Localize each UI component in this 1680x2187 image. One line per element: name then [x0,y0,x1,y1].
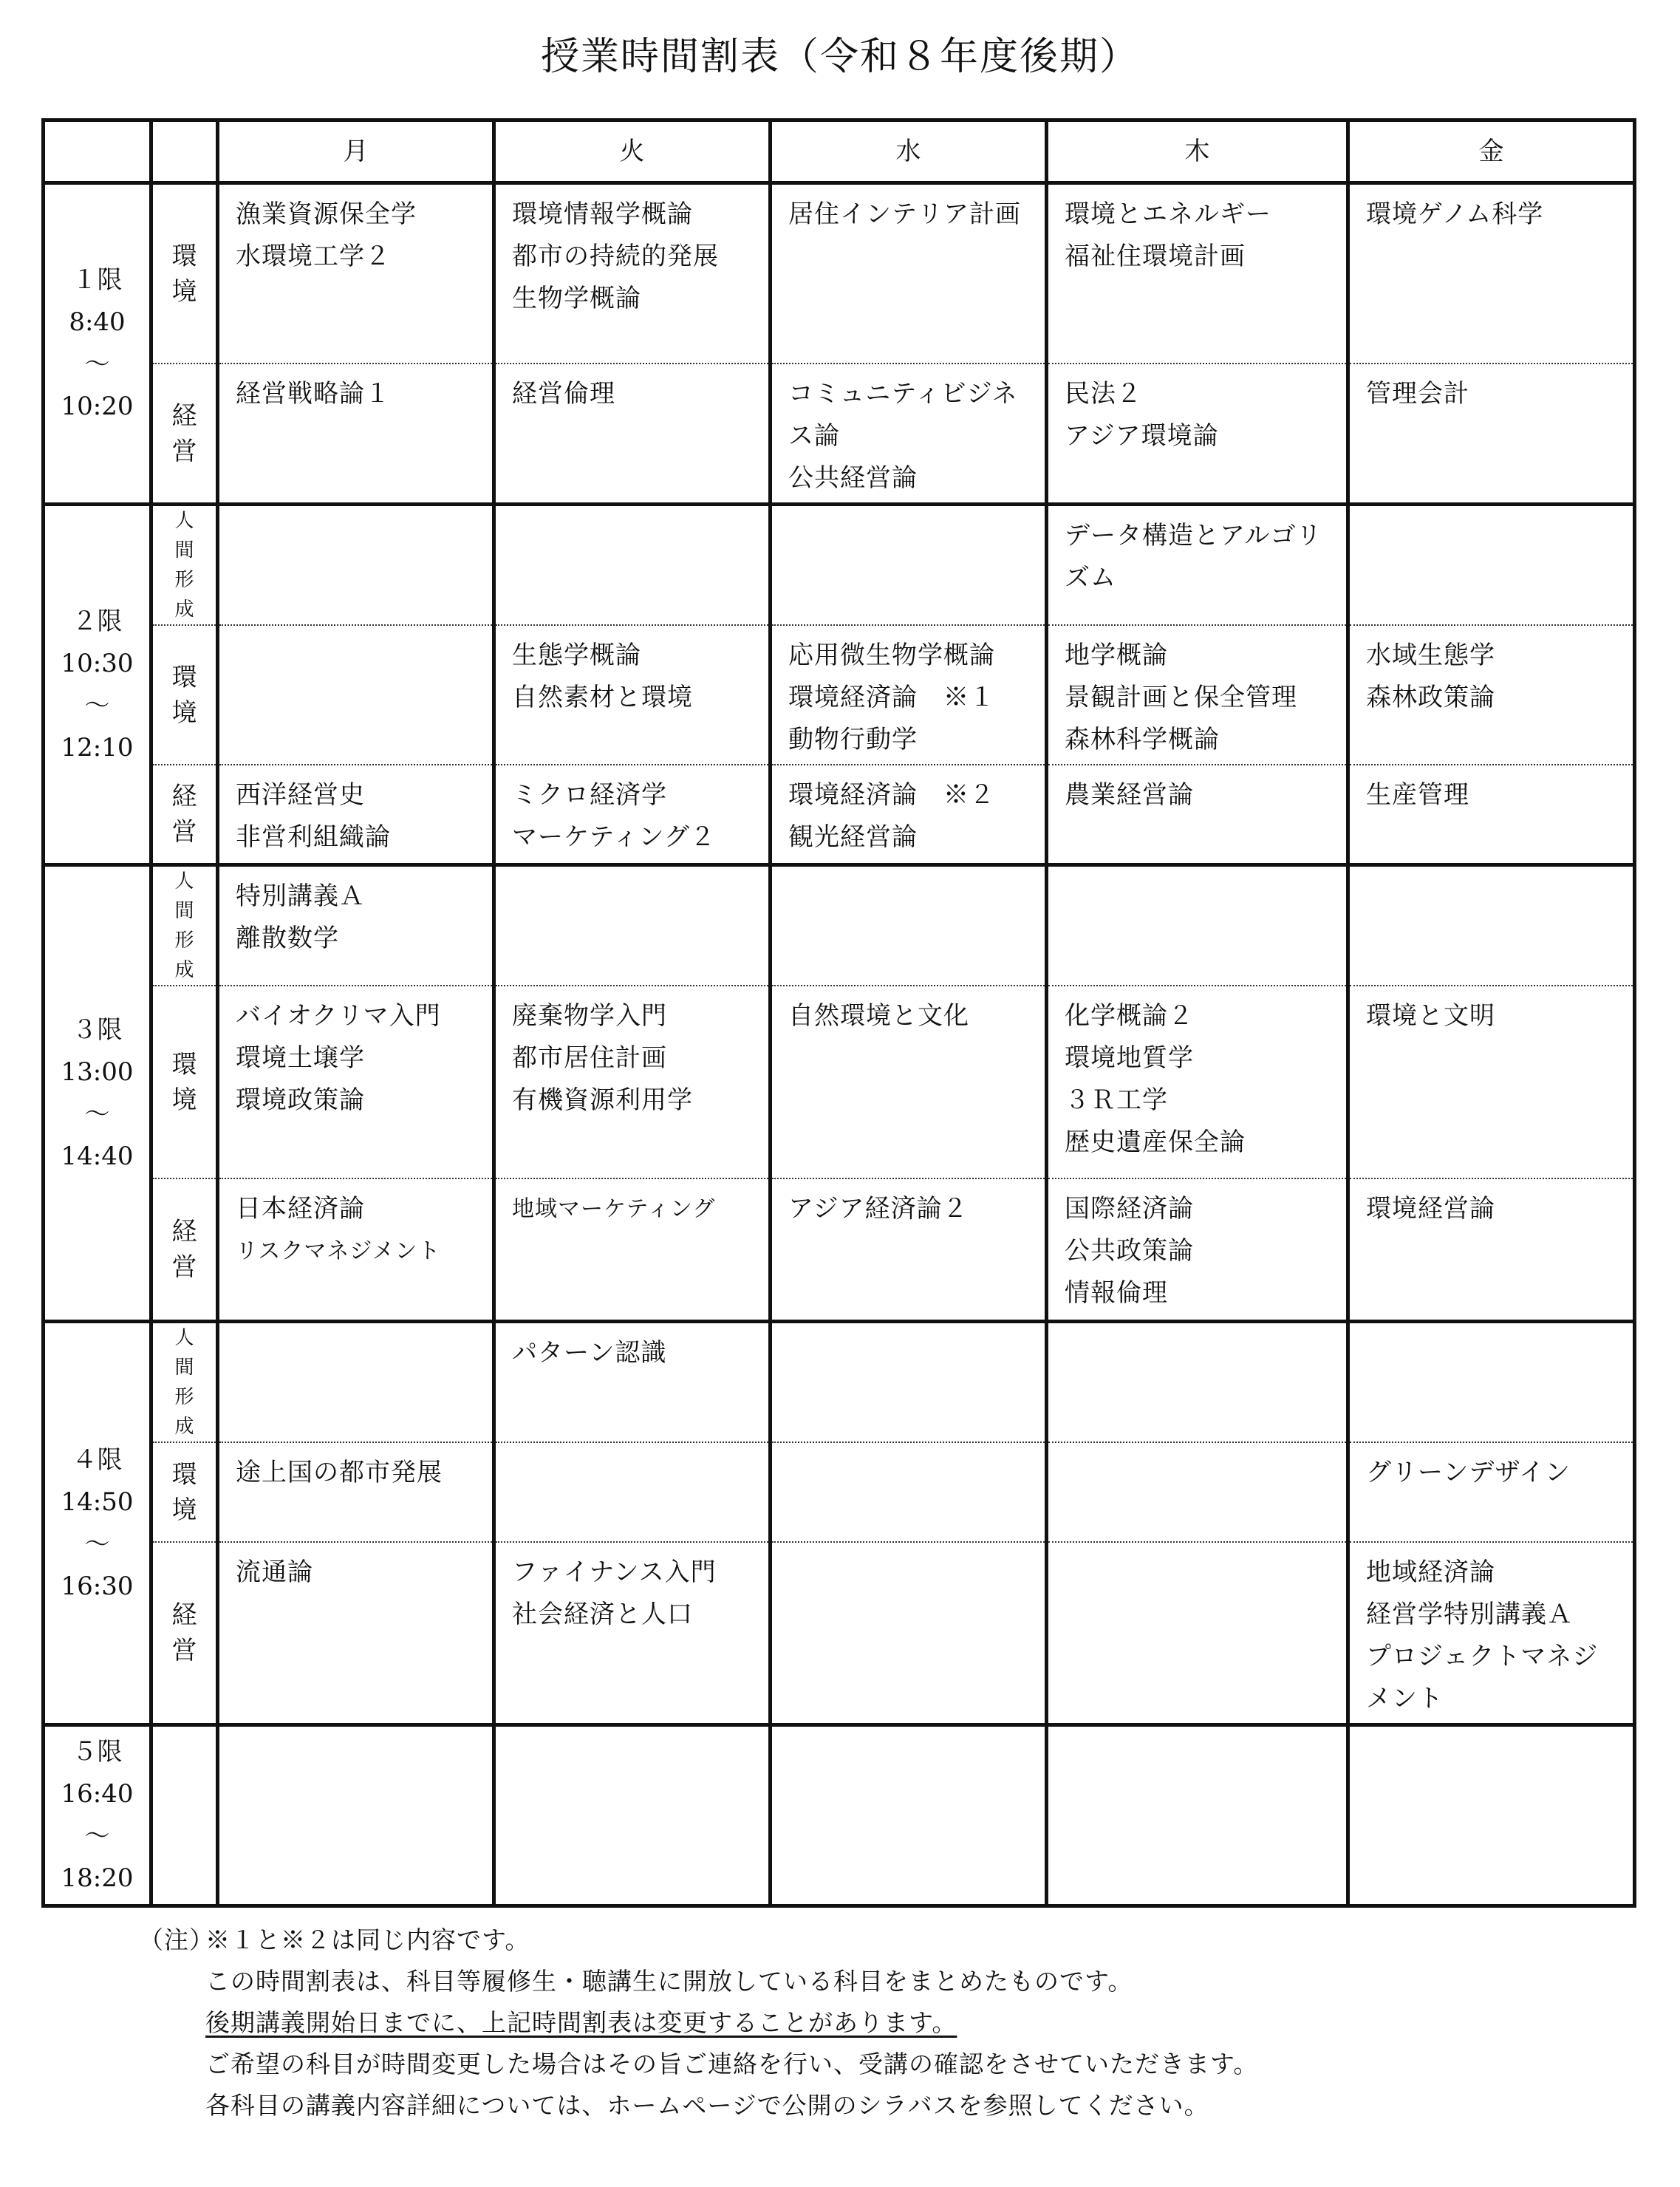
category-char: 境 [171,1085,197,1115]
category-char: 経 [171,782,197,811]
category-char: 営 [171,1252,197,1282]
course-cell-tue [494,1725,771,1906]
period-label-line: 16:40 [61,1779,134,1809]
category-char: 経 [171,1600,197,1630]
note-line: ※１と※２は同じ内容です。 [205,1925,530,1954]
course-name: 自然素材と環境 [512,683,693,712]
timetable-row [44,986,1635,1178]
course-name: 観光経営論 [788,822,918,852]
course-cell-fri [1348,183,1635,364]
category-label-human-development [151,865,218,986]
timetable-header-row [44,120,1635,183]
period-label-line: 8:40 [69,307,126,337]
course-cell-fri [1348,765,1635,865]
course-cell-fri [1348,986,1635,1178]
course-cell-fri [1348,1542,1635,1725]
course-name: 環境土壌学 [236,1043,365,1073]
course-cell-mon [218,1542,494,1725]
period-label-line: ４限 [72,1444,123,1475]
course-name: 水環境工学２ [236,242,391,271]
category-char: 経 [171,400,197,431]
category-char: 環 [171,1459,197,1490]
course-cell-mon [218,865,494,986]
notes [139,1920,1631,2126]
period-label-p1 [44,183,151,505]
category-char: 人 [174,1327,194,1349]
course-cell-tue [494,1178,771,1322]
course-cell-thu [1047,1542,1348,1725]
course-name: 公共経営論 [788,463,918,493]
course-cell-fri [1348,364,1635,505]
course-cell-wed [771,183,1047,364]
course-cell-mon [218,183,494,364]
period-label-line: ～ [84,1099,110,1129]
course-cell-thu [1047,765,1348,865]
course-name: 環境ゲノム科学 [1366,199,1544,229]
timetable [41,118,1636,1908]
category-label-human-development [151,505,218,626]
header-blank-category [151,120,218,183]
course-cell-wed [771,986,1047,1178]
course-cell-fri [1348,1442,1635,1542]
course-name: 社会経済と人口 [512,1600,693,1629]
note-line: ご希望の科目が時間変更した場合はその旨ご連絡を行い、受講の確認をさせていただきます。 [205,2050,1259,2078]
period-label-p3 [44,865,151,1322]
course-name: 漁業資源保全学 [236,199,417,229]
timetable-row [44,1322,1635,1443]
course-cell-thu [1047,1322,1348,1443]
period-label-line: 18:20 [61,1863,134,1893]
course-cell-wed [771,1178,1047,1322]
course-name: プロジェクトマネジメント [1366,1642,1599,1713]
course-cell-fri [1348,865,1635,986]
course-cell-mon [218,986,494,1178]
course-name: 動物行動学 [788,725,918,754]
course-name: 水域生態学 [1366,641,1495,670]
course-name: 環境政策論 [236,1085,365,1115]
category-char: 成 [174,959,194,981]
period-label-line: 14:40 [61,1141,134,1171]
course-cell-mon [218,364,494,505]
timetable-row [44,865,1635,986]
course-cell-mon [218,505,494,626]
category-char: 形 [174,929,194,952]
course-name: 環境と文明 [1366,1001,1495,1031]
course-name: コミュニティビジネス論 [788,379,1018,451]
category-label-environment [151,986,218,1178]
timetable-row [44,1725,1635,1906]
course-name: 生物学概論 [512,284,641,313]
category-char: 境 [171,697,197,728]
course-cell-thu [1047,505,1348,626]
category-char: 環 [171,662,197,692]
course-cell-thu [1047,364,1348,505]
course-name: 公共政策論 [1065,1236,1194,1266]
category-char: 営 [171,817,197,847]
day-header-thu: 木 [1047,120,1348,183]
category-char: 環 [171,1049,197,1079]
course-name: 生産管理 [1366,780,1469,810]
course-cell-mon [218,1725,494,1906]
course-cell-thu [1047,183,1348,364]
period-label-line: 10:30 [61,648,134,678]
course-cell-fri [1348,1178,1635,1322]
course-name: 環境経済論 ※１ [788,683,995,712]
course-cell-wed [771,505,1047,626]
day-header-tue: 火 [494,120,771,183]
course-cell-tue [494,625,771,765]
category-label-management [151,364,218,505]
course-name: 歴史遺産保全論 [1065,1127,1246,1157]
course-name: 情報倫理 [1065,1278,1168,1308]
category-char: 営 [171,436,197,466]
category-char: 間 [174,539,194,562]
course-cell-tue [494,865,771,986]
timetable-row [44,1442,1635,1542]
category-char: 人 [174,870,194,893]
course-name: 応用微生物学概論 [788,641,995,670]
course-name: 経営戦略論１ [236,379,391,409]
course-name: 化学概論２ [1065,1001,1194,1031]
category-char: 間 [174,1357,194,1379]
course-name: 都市の持続的発展 [512,242,719,271]
course-cell-thu [1047,865,1348,986]
period-label-line: ３限 [72,1014,123,1045]
course-cell-wed [771,364,1047,505]
course-name: マーケティング２ [512,822,716,852]
day-header-mon: 月 [218,120,494,183]
course-cell-mon [218,1178,494,1322]
period-label-line: ５限 [72,1737,123,1767]
period-label-p2 [44,505,151,865]
category-label-management [151,765,218,865]
course-name: バイオクリマ入門 [236,1001,441,1031]
course-cell-wed [771,1442,1047,1542]
course-cell-tue [494,183,771,364]
period-label-line: 10:20 [61,392,134,421]
timetable-row [44,1542,1635,1725]
course-cell-tue [494,1322,771,1443]
course-name: 流通論 [236,1557,313,1587]
course-cell-mon [218,1442,494,1542]
course-name: 環境経済論 ※２ [788,780,995,810]
note-line: 各科目の講義内容詳細については、ホームページで公開のシラバスを参照してください。 [205,2091,1209,2120]
category-label-blank [151,1725,218,1906]
course-name: 地学概論 [1065,641,1168,670]
timetable-row [44,364,1635,505]
course-name: 都市居住計画 [512,1043,667,1073]
course-cell-thu [1047,986,1348,1178]
course-name: アジア経済論２ [788,1194,969,1224]
period-label-line: 14:50 [61,1487,134,1517]
period-label-line: ２限 [72,606,123,636]
category-label-environment [151,183,218,364]
course-name: 景観計画と保全管理 [1065,683,1297,712]
timetable-body [44,120,1635,1906]
course-name: 経営倫理 [512,379,615,409]
day-header-wed: 水 [771,120,1047,183]
course-name: 離散数学 [236,924,339,953]
course-name: 地域経済論 [1366,1557,1495,1587]
course-cell-mon [218,765,494,865]
course-name: 非営利組織論 [236,822,391,852]
course-name: 日本経済論 [236,1194,365,1224]
course-name: 途上国の都市発展 [236,1458,443,1487]
course-name: 環境情報学概論 [512,199,693,229]
course-name: 経営学特別講義Ａ [1366,1600,1573,1629]
category-label-environment [151,1442,218,1542]
category-char: 営 [171,1636,197,1665]
course-cell-mon [218,1322,494,1443]
course-name: リスクマネジメント [236,1238,441,1264]
category-char: 人 [174,510,194,532]
period-label-line: ～ [84,1821,110,1851]
course-cell-tue [494,364,771,505]
category-char: 成 [174,598,194,621]
course-cell-wed [771,1542,1047,1725]
course-cell-wed [771,765,1047,865]
category-label-management [151,1178,218,1322]
category-char: 形 [174,569,194,591]
course-name: 地域マーケティング [512,1196,716,1222]
course-cell-thu [1047,1178,1348,1322]
course-cell-tue [494,1442,771,1542]
category-char: 間 [174,900,194,922]
course-cell-thu [1047,625,1348,765]
course-cell-fri [1348,625,1635,765]
course-name: 福祉住環境計画 [1065,242,1246,271]
timetable-row [44,183,1635,364]
day-header-fri: 金 [1348,120,1635,183]
period-label-line: ～ [84,349,110,379]
course-name: パターン認識 [512,1338,667,1368]
category-char: 環 [171,241,197,271]
course-name: 森林政策論 [1366,683,1495,712]
period-label-line: 12:10 [61,732,134,762]
course-cell-thu [1047,1442,1348,1542]
period-label-p5 [44,1725,151,1906]
course-name: 特別講義Ａ [236,881,365,911]
course-name: 生態学概論 [512,641,641,670]
course-cell-fri [1348,1725,1635,1906]
course-name: 国際経済論 [1065,1194,1194,1224]
course-name: 西洋経営史 [236,780,365,810]
course-cell-wed [771,625,1047,765]
category-char: 境 [171,1495,197,1525]
category-char: 成 [174,1416,194,1438]
category-label-human-development [151,1322,218,1443]
course-cell-fri [1348,1322,1635,1443]
category-char: 形 [174,1386,194,1408]
course-cell-wed [771,1725,1047,1906]
period-label-line: ～ [84,1529,110,1559]
note-line-underlined: 後期講義開始日までに、上記時間割表は変更することがあります。 [205,2008,957,2037]
course-cell-thu [1047,1725,1348,1906]
course-cell-tue [494,505,771,626]
note-line: この時間割表は、科目等履修生・聴講生に開放している科目をまとめたものです。 [205,1967,1133,1996]
course-name: 環境とエネルギー [1065,199,1271,229]
course-cell-wed [771,865,1047,986]
course-name: 環境経営論 [1366,1194,1495,1224]
period-label-line: 16:30 [61,1571,134,1601]
header-blank-period [44,120,151,183]
course-name: 廃棄物学入門 [512,1001,667,1031]
timetable-row [44,625,1635,765]
category-label-management [151,1542,218,1725]
notes-label: （注） [139,1925,214,1954]
period-label-line: 13:00 [61,1057,134,1087]
course-name: 自然環境と文化 [788,1001,969,1031]
course-name: グリーンデザイン [1366,1458,1571,1487]
category-label-environment [151,625,218,765]
course-name: 居住インテリア計画 [788,199,1021,229]
course-name: 管理会計 [1366,379,1469,409]
timetable-row [44,765,1635,865]
period-label-line: １限 [72,265,123,295]
course-name: ３Ｒ工学 [1065,1085,1168,1115]
course-cell-tue [494,986,771,1178]
course-cell-wed [771,1322,1047,1443]
period-label-line: ～ [84,690,110,720]
course-name: 有機資源利用学 [512,1085,693,1115]
course-cell-fri [1348,505,1635,626]
timetable-row [44,505,1635,626]
category-char: 境 [171,276,197,307]
category-char: 経 [171,1217,197,1246]
course-name: 農業経営論 [1065,780,1194,810]
course-name: 森林科学概論 [1065,725,1220,754]
course-name: 民法２ [1065,379,1142,409]
course-name: ファイナンス入門 [512,1557,717,1587]
course-name: データ構造とアルゴリズム [1065,521,1322,593]
course-cell-tue [494,765,771,865]
course-cell-mon [218,625,494,765]
course-name: 環境地質学 [1065,1043,1194,1073]
course-name: ミクロ経済学 [512,780,667,810]
course-name: アジア環境論 [1065,421,1219,451]
page-title: 授業時間割表（令和８年度後期） [540,35,1139,79]
period-label-p4 [44,1322,151,1725]
timetable-row [44,1178,1635,1322]
course-cell-tue [494,1542,771,1725]
